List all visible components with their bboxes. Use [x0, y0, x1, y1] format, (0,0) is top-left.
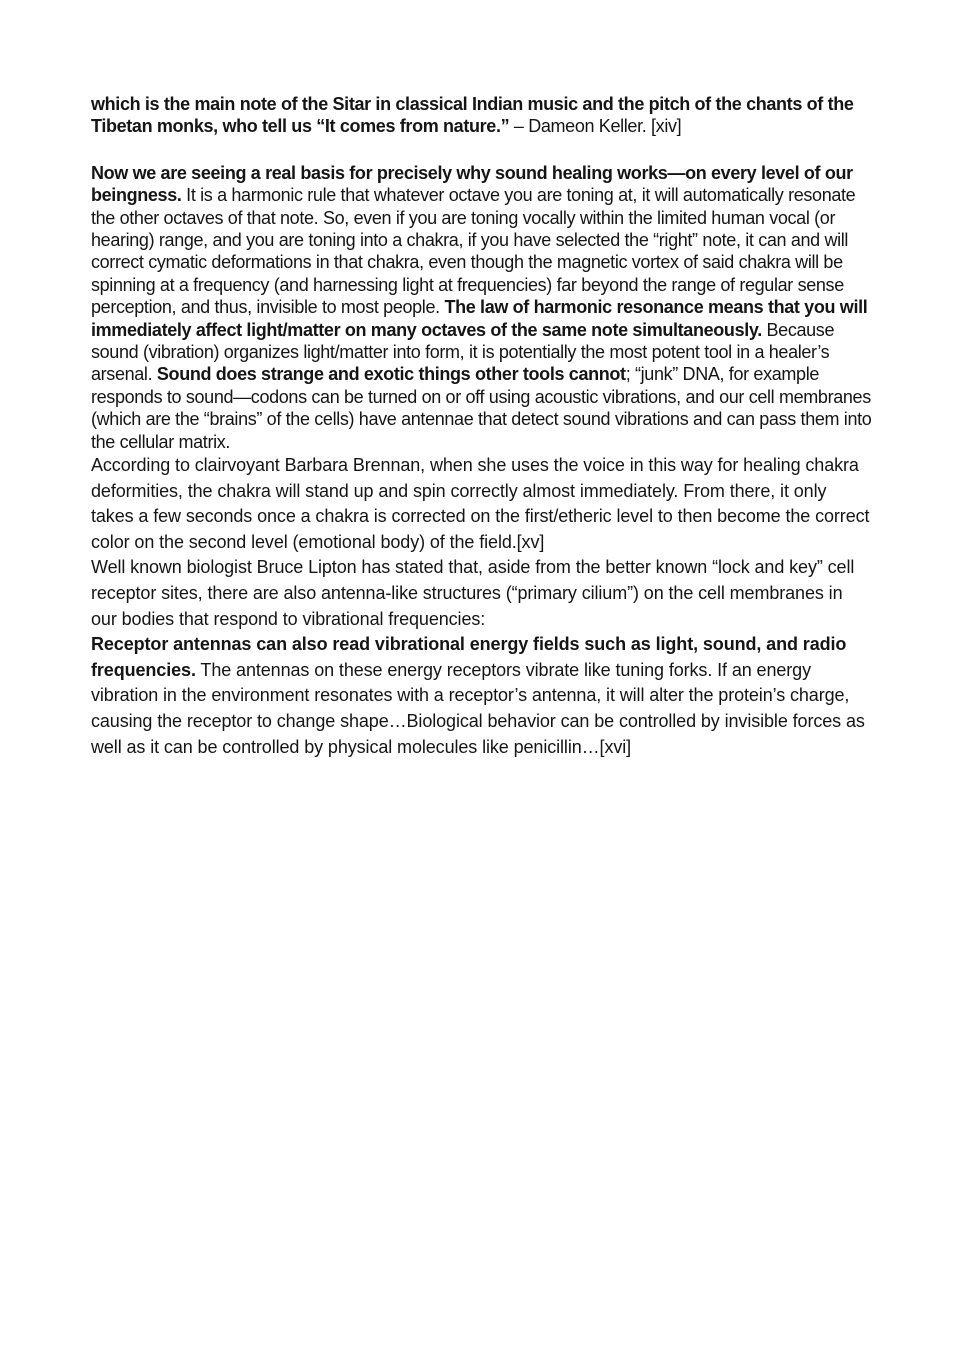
text-run-regular: Because sound (vibration) organizes light/matter into form, it is potentially the most potent tool in a healer’s arsenal. [91, 319, 835, 385]
text-run-regular: It is a harmonic rule that whatever octave you are toning at, it will automatically resonate the other octaves of that note. So, even if you are toning vocally within the limited human vocal (or hearing) range, and you are toning into a chakra, if you have selected the “right” note, it can and will correct cymatic deformations in that chakra, even though the magnetic vortex of said chakra will be spinning at a frequency (and harnessing light at frequencies) far beyond the range of regular sense perception, and thus, invisible to most people. [91, 185, 856, 318]
text-run-bold: which is the main note of the Sitar in classical Indian music and the pitch of the chants of the Tibetan monks, who tell us “It comes from nature.” [91, 94, 854, 137]
text-run-bold: The law of harmonic resonance means that you will immediately affect light/matter on many octaves of the same note simultaneously. [91, 297, 868, 340]
document-body [91, 93, 873, 760]
paragraph-receptor-antennas [91, 632, 873, 760]
text-run-bold: Sound does strange and exotic things other tools cannot [156, 364, 626, 385]
text-run-bold: Now we are seeing a real basis for precisely why sound healing works—on every level of our beingness. [91, 162, 853, 206]
text-run-regular: ; “junk” DNA, for example responds to sound—codons can be turned on or off using acoustic vibrations, and our cell membranes (which are the “brains” of the cells) have antennae that detect sound vibrations and can pass them into the cellular matrix. [91, 364, 872, 452]
paragraph-sitar-quote [91, 93, 873, 138]
paragraph-sound-healing-basis [91, 162, 873, 453]
text-run-regular: According to clairvoyant Barbara Brennan, when she uses the voice in this way for healing chakra deformities, the chakra will stand up and spin correctly almost immediately. From there, it only takes a few seconds once a chakra is corrected on the first/etheric level to then become the correct color on the second level (emotional body) of the field.[xv] [91, 455, 870, 552]
text-run-regular: – Dameon Keller. [xiv] [509, 116, 682, 137]
paragraph-bruce-lipton [91, 555, 873, 632]
paragraph-barbara-brennan [91, 453, 873, 555]
text-run-regular: The antennas on these energy receptors vibrate like tuning forks. If an energy vibration in the environment resonates with a receptor’s antenna, it will alter the protein’s charge, causing the receptor to change shape…Biological behavior can be controlled by invisible forces as well as it can be controlled by physical molecules like penicillin…[xvi] [91, 659, 865, 757]
text-run-bold: Receptor antennas can also read vibrational energy fields such as light, sound, and radio frequencies. [91, 634, 847, 680]
text-run-regular: Well known biologist Bruce Lipton has stated that, aside from the better known “lock and key” cell receptor sites, there are also antenna-like structures (“primary cilium”) on the cell membranes in our bodies that respond to vibrational frequencies: [91, 557, 855, 629]
